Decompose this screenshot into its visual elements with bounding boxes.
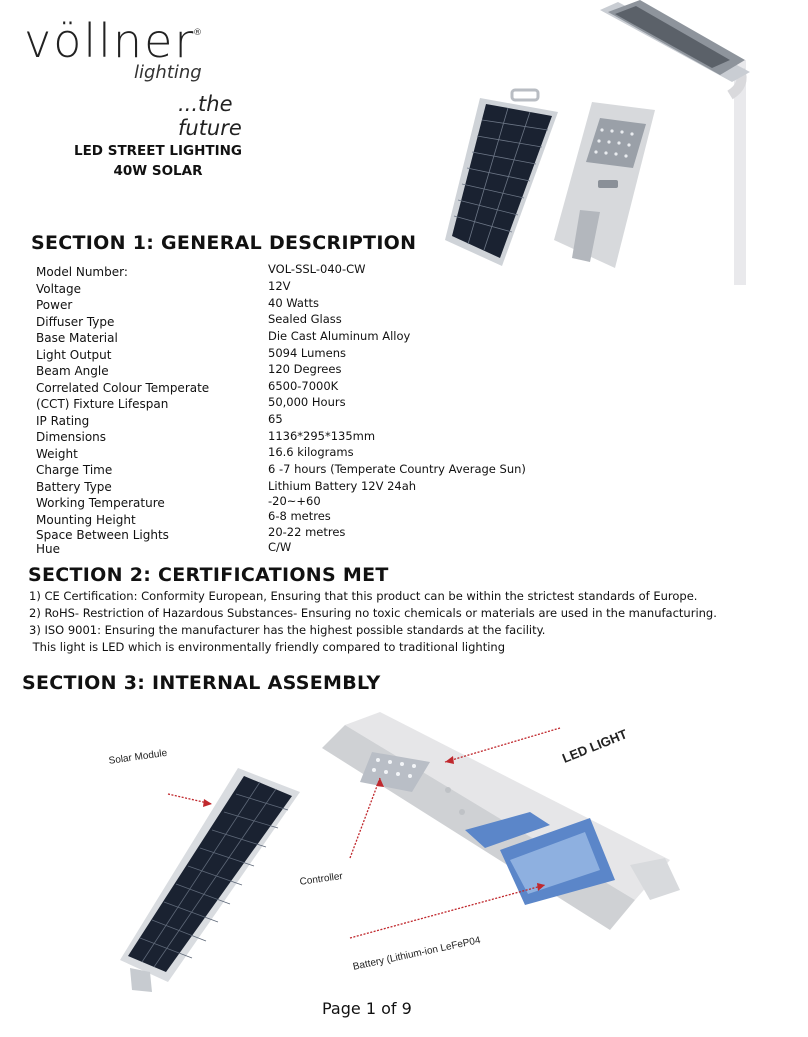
spec-value: VOL-SSL-040-CW [268,262,366,276]
spec-value: -20~+60 [268,494,321,508]
spec-value: Lithium Battery 12V 24ah [268,479,417,493]
company-logo [16,14,298,140]
spec-value: Sealed Glass [268,312,342,326]
spec-value: 6 -7 hours (Temperate Country Average Sun) [268,462,526,476]
spec-label: Charge Time [36,463,113,477]
spec-label: Battery Type [36,480,112,494]
cert-line-ce: 1) CE Certification: Conformity European, Ensuring that this product can be within the strictest standards of Europe. [29,589,698,603]
section1-heading: SECTION 1: GENERAL DESCRIPTION [31,232,417,254]
spec-value: 120 Degrees [268,362,342,376]
spec-value: 50,000 Hours [268,395,346,409]
product-title-line1: LED STREET LIGHTING [73,143,243,159]
spec-value: 6-8 metres [268,509,331,523]
spec-value: Die Cast Aluminum Alloy [268,329,411,343]
label-solar-module: Solar Module [108,747,168,767]
spec-value: C/W [268,540,292,554]
fixture-face-photo [554,102,655,268]
spec-value: 20-22 metres [268,525,346,539]
spec-label: Beam Angle [36,364,109,378]
logo-sub: lighting [134,62,202,83]
spec-label: Voltage [36,282,82,296]
assembly-solar-module [120,768,300,992]
label-battery: Battery (Lithium-ion LeFeP04 [352,934,482,973]
cert-line-rohs: 2) RoHS- Restriction of Hazardous Substances- Ensuring no toxic chemicals or materials are used in the manufacturing. [29,606,717,620]
spec-label: Model Number: [36,265,128,279]
spec-label: Power [36,298,73,312]
spec-label: Light Output [36,348,112,362]
logo-brand: völlner [24,14,196,68]
product-title [58,141,258,181]
page-number: Page 1 of 9 [322,999,412,1018]
spec-label: IP Rating [36,414,90,428]
spec-value: 12V [268,279,291,293]
spec-label: Mounting Height [36,513,136,527]
spec-value: 1136*295*135mm [268,429,376,443]
product-title-line2: 40W SOLAR [113,163,203,179]
logo-registered-mark: ® [193,28,202,38]
spec-value: 16.6 kilograms [268,445,354,459]
spec-value: 65 [268,412,283,426]
spec-value: 6500-7000K [268,379,339,393]
spec-label: (CCT) Fixture Lifespan [36,397,169,411]
spec-label: Working Temperature [36,496,165,510]
section3-heading: SECTION 3: INTERNAL ASSEMBLY [22,672,381,694]
label-led-light: LED LIGHT [560,726,630,766]
spec-label: Correlated Colour Temperate [36,381,210,395]
cert-line-note: This light is LED which is environmentally friendly compared to traditional lighting [29,640,505,654]
section2-heading: SECTION 2: CERTIFICATIONS MET [28,564,389,586]
solar-panel-photo [445,90,558,266]
spec-value: 5094 Lumens [268,346,346,360]
product-photo [440,0,808,285]
label-controller: Controller [299,870,344,888]
spec-label: Diffuser Type [36,315,115,329]
spec-label: Dimensions [36,430,107,444]
spec-label: Base Material [36,331,118,345]
logo-tagline: ...the future [178,92,242,140]
spec-label: Weight [36,447,78,461]
cert-line-iso: 3) ISO 9001: Ensuring the manufacturer has the highest possible standards at the facility. [29,623,546,637]
spec-label: Hue [36,542,61,556]
spec-label: Space Between Lights [36,528,169,542]
spec-value: 40 Watts [268,296,319,310]
assembly-housing [322,712,680,930]
